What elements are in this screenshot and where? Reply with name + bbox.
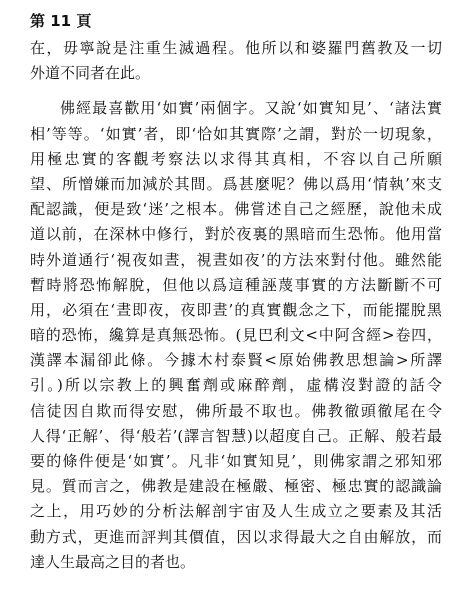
text-line: 道以前，在深林中修行，對於夜裏的黑暗而生恐怖。他用當: [30, 225, 442, 244]
text-line: 時外道通行‘視夜如晝，視晝如夜’的方法來對付他。雖然能: [30, 250, 442, 269]
paragraph-gap: [30, 86, 442, 96]
text-line: 佛經最喜歡用‘如實’兩個字。又說‘如實知見’、‘諸法實: [60, 99, 442, 118]
text-line: 用，必須在‘晝即夜，夜即晝’的真實觀念之下，而能擺脫黑: [30, 300, 442, 319]
text-line: 用極忠實的客觀考察法以求得其真相，不容以自己所願: [30, 149, 442, 168]
text-line: 要的條件便是‘如實’。凡非‘如實知見’，則佛家謂之邪知邪: [30, 452, 442, 470]
text-line: 暗的恐怖，纔算是真無恐怖。(見巴利文<中阿含經>卷四，: [30, 326, 442, 345]
text-line: 在，毋寧說是注重生滅過程。他所以和婆羅門舊教及一切: [30, 39, 442, 57]
text-line: 望、所憎嫌而加減於其間。爲甚麼呢？佛以爲用‘情執’來支: [30, 174, 442, 193]
text-line: 相’等等。‘如實’者，即‘恰如其實際’之謂，對於一切現象，: [30, 124, 442, 143]
text-line: 見。質而言之，佛教是建設在極嚴、極密、極忠實的認識論: [30, 477, 442, 496]
text-line: 動方式，更進而評判其價值，因以求得最大之自由解放，而: [30, 527, 442, 546]
text-line: 信徒因自欺而得安慰，佛所最不取也。佛教徹頭徹尾在令: [30, 401, 442, 420]
paragraph: [30, 96, 442, 575]
text-line: 人得‘正解’、得‘般若’(譯言智慧)以超度自己。正解、般若最: [30, 426, 442, 445]
text-line: 達人生最高之目的者也。: [30, 552, 196, 571]
text-line: 之上，用巧妙的分析法解剖宇宙及人生成立之要素及其活: [30, 502, 442, 521]
text-line: 漢譯本漏卻此條。今據木村泰賢<原始佛教思想論>所譯: [30, 351, 442, 370]
text-line: 暫時將恐怖解脫，但他以爲這種誣蔑事實的方法斷斷不可: [30, 275, 442, 294]
page-number: 第 11 頁: [30, 12, 92, 30]
text-line: 引。)所以宗教上的興奮劑或麻醉劑，虛構沒對證的話令: [30, 376, 442, 395]
text-line: 外道不同者在此。: [30, 64, 151, 83]
paragraph: [30, 36, 442, 86]
text-line: 配認識，便是致‘迷’之根本。佛嘗述自己之經歷，說他未成: [30, 200, 442, 219]
body-text: [30, 36, 442, 575]
